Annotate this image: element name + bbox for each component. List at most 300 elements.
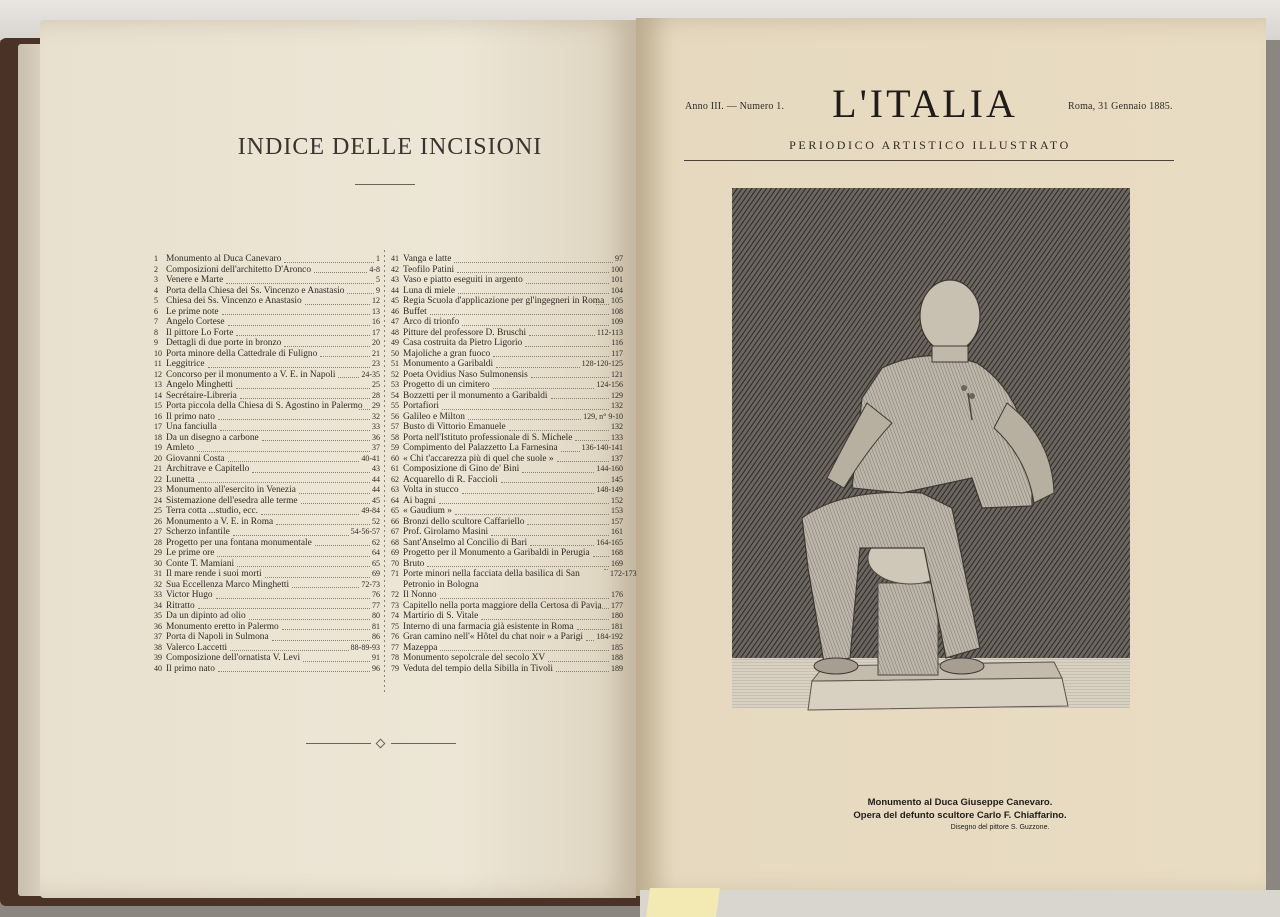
index-entry (391, 622, 623, 633)
entry-number: 4 (154, 285, 158, 295)
entry-number: 66 (391, 516, 399, 526)
entry-pages: 29 (372, 401, 380, 410)
entry-title: Dettagli di due porte in bronzo (166, 338, 282, 348)
entry-title: Porte minori nella facciata della basilica di San Petronio in Bologna (403, 569, 580, 590)
entry-pages: 185 (611, 642, 623, 652)
entry-pages: 101 (611, 275, 623, 284)
entry-title: Arco di trionfo (403, 317, 460, 327)
entry-number: 47 (391, 317, 399, 326)
entry-title: Chiesa dei Ss. Vincenzo e Anastasio (166, 296, 302, 306)
dot-leader (526, 283, 609, 284)
entry-title: Sant'Anselmo al Concilio di Bari (403, 537, 528, 548)
entry-pages: 180 (611, 611, 623, 620)
entry-pages: 157 (611, 516, 623, 526)
index-entry (154, 328, 380, 339)
entry-pages: 189 (611, 663, 623, 673)
index-entry (154, 559, 380, 570)
dot-leader (529, 335, 595, 336)
dot-leader (596, 608, 609, 609)
issue-date: Roma, 31 Gennaio 1885. (1068, 101, 1173, 112)
entry-pages: 132 (611, 401, 623, 410)
entry-pages: 44 (372, 485, 380, 494)
entry-title: « Gaudium » (403, 506, 452, 516)
entry-pages: 104 (611, 285, 623, 295)
entry-title: Ritratto (166, 600, 195, 611)
dot-leader (292, 587, 359, 588)
dot-leader (501, 482, 609, 483)
entry-pages: 77 (372, 600, 380, 610)
entry-number: 3 (154, 275, 158, 284)
entry-pages: 64 (372, 548, 380, 557)
dot-leader (252, 472, 370, 473)
dot-leader (228, 461, 360, 462)
entry-number: 40 (154, 663, 162, 673)
background-fabric-bottom (640, 890, 1280, 917)
index-entry (154, 275, 380, 286)
index-entry (391, 254, 623, 265)
entry-pages: 161 (611, 527, 623, 536)
entry-number: 24 (154, 495, 162, 505)
entry-number: 72 (391, 590, 399, 599)
entry-number: 56 (391, 411, 399, 421)
entry-pages: 164-165 (596, 537, 623, 547)
entry-number: 71 (391, 569, 399, 578)
entry-title: Composizione dell'ornatista V. Levi (166, 653, 301, 663)
entry-title: Da un disegno a carbone (166, 432, 259, 443)
index-entry (154, 338, 380, 349)
entry-pages: 16 (372, 317, 380, 326)
dot-leader (439, 503, 609, 504)
entry-number: 20 (154, 453, 162, 463)
entry-title: Compimento del Palazzetto La Farnesina (403, 443, 558, 453)
dot-leader (593, 556, 609, 557)
index-entry (154, 611, 380, 622)
entry-number: 44 (391, 285, 399, 295)
header-rule (684, 160, 1174, 161)
entry-number: 12 (154, 369, 162, 379)
entry-pages: 91 (372, 653, 380, 662)
dot-leader (262, 440, 370, 441)
entry-number: 14 (154, 390, 162, 400)
entry-pages: 37 (372, 443, 380, 452)
entry-title: Scherzo infantile (166, 527, 230, 537)
entry-pages: 117 (611, 348, 623, 358)
entry-number: 28 (154, 537, 162, 547)
entry-pages: 105 (611, 296, 623, 305)
entry-title: Mazeppa (403, 642, 438, 653)
entry-number: 49 (391, 338, 399, 347)
entry-pages: 132 (611, 422, 623, 431)
entry-number: 22 (154, 474, 162, 484)
entry-title: Progetto per il Monumento a Garibaldi in Perugia (403, 548, 590, 558)
entry-number: 1 (154, 254, 158, 263)
entry-pages: 145 (611, 474, 623, 484)
entry-title: Sistemazione dell'esedra alle terme (166, 495, 298, 506)
dot-leader (284, 262, 374, 263)
index-entry (154, 254, 380, 265)
entry-title: Secrétaire-Libreria (166, 390, 237, 401)
dot-leader (548, 661, 609, 662)
entry-pages: 136-140-141 (581, 443, 623, 452)
entry-title: Buffet (403, 306, 427, 317)
entry-title: Porta minore della Cattedrale di Fuligno (166, 348, 318, 359)
dot-leader (208, 367, 370, 368)
dot-leader (525, 346, 609, 347)
dot-leader (315, 545, 370, 546)
entry-title: Galileo e Milton (403, 411, 465, 422)
entry-pages: 5 (376, 275, 380, 284)
entry-pages: 36 (372, 432, 380, 442)
entry-number: 52 (391, 369, 399, 379)
entry-pages: 69 (372, 569, 380, 578)
index-entry (391, 349, 623, 360)
dot-leader (284, 346, 370, 347)
index-entry (391, 538, 623, 549)
entry-title: Majoliche a gran fuoco (403, 348, 491, 359)
index-entry (391, 454, 623, 465)
index-entry (391, 422, 623, 433)
dot-leader (442, 409, 609, 410)
entry-pages: 116 (611, 338, 623, 347)
entry-pages: 177 (611, 600, 623, 610)
entry-number: 26 (154, 516, 162, 526)
entry-title: Monumento all'esercito in Venezia (166, 485, 296, 495)
dot-leader (604, 569, 608, 570)
index-entry (391, 412, 623, 423)
entry-title: Il primo nato (166, 663, 215, 674)
entry-pages: 43 (372, 464, 380, 473)
dot-leader (236, 335, 370, 336)
entry-number: 74 (391, 611, 399, 620)
entry-pages: 188 (611, 653, 623, 662)
entry-title: Il pittore Lo Forte (166, 327, 234, 338)
entry-pages: 12 (372, 296, 380, 305)
dot-leader (468, 419, 581, 420)
entry-number: 38 (154, 642, 162, 652)
dot-leader (430, 314, 609, 315)
entry-number: 27 (154, 527, 162, 536)
index-entry (154, 391, 380, 402)
entry-title: Busto di Vittorio Emanuele (403, 422, 506, 432)
dot-leader (557, 461, 609, 462)
entry-pages: 24-35 (361, 369, 380, 379)
index-entry (154, 538, 380, 549)
index-entry (391, 391, 623, 402)
index-entry (391, 590, 623, 601)
entry-title: Sua Eccellenza Marco Minghetti (166, 579, 290, 590)
end-ornament (306, 740, 456, 748)
index-entry (154, 433, 380, 444)
dot-leader (218, 419, 370, 420)
entry-pages: 128-120-125 (581, 359, 623, 368)
entry-title: Valerco Laccetti (166, 642, 228, 653)
entry-title: Amleto (166, 443, 195, 453)
index-entry (391, 338, 623, 349)
dot-leader (228, 325, 370, 326)
entry-number: 75 (391, 621, 399, 631)
index-entry (391, 601, 623, 612)
entry-number: 50 (391, 348, 399, 358)
statue-engraving (732, 188, 1130, 708)
index-entry (154, 412, 380, 423)
entry-pages: 80 (372, 611, 380, 620)
entry-number: 77 (391, 642, 399, 652)
entry-pages: 181 (611, 621, 623, 631)
entry-number: 34 (154, 600, 162, 610)
dot-leader (522, 472, 594, 473)
index-entry (391, 485, 623, 496)
entry-pages: 86 (372, 632, 380, 641)
entry-pages: 88-89-93 (350, 642, 380, 652)
entry-pages: 169 (611, 558, 623, 568)
entry-number: 16 (154, 411, 162, 421)
entry-pages: 33 (372, 422, 380, 431)
caption-title: Monumento al Duca Giuseppe Canevaro. (867, 797, 1053, 808)
entry-pages: 20 (372, 338, 380, 347)
entry-pages: 124-156 (596, 380, 623, 389)
index-entry (391, 328, 623, 339)
entry-pages: 21 (372, 348, 380, 358)
index-entry (154, 517, 380, 528)
entry-number: 68 (391, 537, 399, 547)
entry-number: 45 (391, 296, 399, 305)
dot-leader (462, 493, 595, 494)
index-entry (154, 349, 380, 360)
entry-pages: 17 (372, 327, 380, 337)
index-entry (154, 286, 380, 297)
entry-title: Il Nonno (403, 590, 437, 600)
entry-title: Gran camino nell'« Hôtel du chat noir » a Parigi (403, 632, 584, 642)
index-entry (154, 664, 380, 675)
entry-number: 61 (391, 464, 399, 473)
entry-title: Poeta Ovidius Naso Sulmonensis (403, 369, 528, 380)
dot-leader (359, 409, 370, 410)
entry-title: « Chi t'accarezza più di quel che suole » (403, 453, 554, 464)
entry-pages: 65 (372, 558, 380, 568)
entry-number: 63 (391, 485, 399, 494)
entry-title: Il primo nato (166, 411, 215, 422)
dot-leader (216, 598, 370, 599)
entry-number: 11 (154, 359, 162, 368)
entry-number: 62 (391, 474, 399, 484)
dot-leader (276, 524, 370, 525)
entry-number: 5 (154, 296, 158, 305)
entry-title: Giovanni Costa (166, 453, 225, 464)
index-entry (391, 475, 623, 486)
entry-number: 17 (154, 422, 162, 431)
dot-leader (561, 451, 580, 452)
entry-pages: 25 (372, 380, 380, 389)
entry-title: Regia Scuola d'applicazione per gl'ingegneri in Roma (403, 296, 605, 306)
dot-leader (454, 262, 613, 263)
index-entry (391, 433, 623, 444)
entry-title: Monumento eretto in Palermo (166, 621, 279, 632)
entry-number: 7 (154, 317, 158, 326)
entry-title: Luna di miele (403, 285, 456, 296)
index-entry (154, 454, 380, 465)
entry-pages: 133 (611, 432, 623, 442)
entry-title: Veduta del tempio della Sibilla in Tivoli (403, 663, 553, 674)
dot-leader (551, 398, 610, 399)
entry-pages: 168 (611, 548, 623, 557)
dot-leader (575, 440, 609, 441)
entry-title: Conte T. Mamiani (166, 558, 235, 569)
entry-number: 73 (391, 600, 399, 610)
entry-number: 13 (154, 380, 162, 389)
entry-number: 36 (154, 621, 162, 631)
entry-number: 58 (391, 432, 399, 442)
entry-title: Porta nell'Istituto professionale di S. Michele (403, 432, 573, 443)
entry-pages: 108 (611, 306, 623, 316)
entry-title: Bronzi dello scultore Caffariello (403, 516, 525, 527)
entry-pages: 62 (372, 537, 380, 547)
entry-pages: 81 (372, 621, 380, 631)
entry-title: Progetto di un cimitero (403, 380, 490, 390)
caption-subtitle: Opera del defunto scultore Carlo F. Chiaffarino. (853, 810, 1067, 821)
index-entry (391, 286, 623, 297)
entry-pages: 72-73 (361, 579, 380, 589)
dot-leader (457, 272, 609, 273)
dot-leader (240, 398, 370, 399)
paper-tag (646, 888, 720, 917)
index-entry (391, 464, 623, 475)
entry-number: 35 (154, 611, 162, 620)
dot-leader (218, 671, 370, 672)
entry-number: 29 (154, 548, 162, 557)
entry-title: Il mare rende i suoi morti (166, 569, 262, 579)
index-entry (391, 443, 623, 454)
entry-number: 6 (154, 306, 158, 316)
entry-pages: 97 (615, 254, 623, 263)
dot-leader (198, 608, 370, 609)
entry-number: 46 (391, 306, 399, 316)
entry-pages: 137 (611, 453, 623, 463)
dot-leader (427, 566, 609, 567)
index-entry (154, 307, 380, 318)
entry-pages: 153 (611, 506, 623, 515)
entry-title: Le prime ore (166, 548, 215, 558)
entry-number: 2 (154, 264, 158, 274)
index-entry (154, 422, 380, 433)
index-entry (391, 265, 623, 276)
index-entry (391, 275, 623, 286)
entry-title: Le prime note (166, 306, 219, 317)
entry-pages: 176 (611, 590, 623, 599)
entry-number: 31 (154, 569, 162, 578)
entry-pages: 1 (376, 254, 380, 263)
index-entry (391, 307, 623, 318)
entry-number: 15 (154, 401, 162, 410)
entry-number: 59 (391, 443, 399, 452)
index-entry (154, 464, 380, 475)
dot-leader (496, 367, 580, 368)
entry-title: Pitture del professore D. Bruschi (403, 327, 527, 338)
dot-leader (226, 283, 374, 284)
entry-title: Da un dipinto ad olio (166, 611, 246, 621)
entry-pages: 152 (611, 495, 623, 505)
entry-title: Composizione di Gino de' Bini (403, 464, 520, 474)
index-entry (391, 401, 623, 412)
entry-number: 9 (154, 338, 158, 347)
index-entry (154, 527, 380, 538)
entry-pages: 44 (372, 474, 380, 484)
index-entry (154, 590, 380, 601)
title-rule (355, 184, 415, 185)
entry-pages: 9 (376, 285, 380, 295)
index-entry (391, 664, 623, 675)
dot-leader (320, 356, 370, 357)
dot-leader (237, 566, 370, 567)
dot-leader (455, 514, 609, 515)
entry-title: Angelo Cortese (166, 317, 225, 327)
entry-pages: 144-160 (596, 464, 623, 473)
entry-title: Bozzetti per il monumento a Garibaldi (403, 390, 548, 401)
entry-pages: 4-8 (369, 264, 380, 274)
dot-leader (347, 293, 374, 294)
entry-title: Acquarello di R. Faccioli (403, 474, 498, 485)
index-entry (391, 496, 623, 507)
index-entry (154, 380, 380, 391)
dot-leader (305, 304, 370, 305)
index-entry (154, 265, 380, 276)
entry-number: 23 (154, 485, 162, 494)
entry-number: 41 (391, 254, 399, 263)
index-entry (154, 359, 380, 370)
dot-leader (458, 293, 609, 294)
dot-leader (481, 619, 609, 620)
dot-leader (217, 556, 370, 557)
index-entry (391, 559, 623, 570)
entry-pages: 28 (372, 390, 380, 400)
entry-title: Porta della Chiesa dei Ss. Vincenzo e Anastasio (166, 285, 345, 296)
issue-number: Anno III. — Numero 1. (685, 101, 785, 112)
index-entry (154, 632, 380, 643)
dot-leader (531, 377, 609, 378)
entry-number: 64 (391, 495, 399, 505)
index-entry (154, 370, 380, 381)
dot-leader (440, 598, 609, 599)
entry-title: Terra cotta ...studio, ecc. (166, 506, 259, 516)
masthead: L'ITALIA (832, 81, 1018, 126)
entry-title: Interno di una farmacia già esistente in Roma (403, 621, 574, 632)
entry-number: 78 (391, 653, 399, 662)
index-entry (154, 401, 380, 412)
index-entry (154, 475, 380, 486)
index-entry (391, 317, 623, 328)
entry-title: Volta in stucco (403, 485, 459, 495)
dot-leader (249, 619, 370, 620)
index-entry (154, 496, 380, 507)
entry-number: 55 (391, 401, 399, 410)
entry-pages: 121 (611, 369, 623, 379)
entry-number: 43 (391, 275, 399, 284)
entry-title: Angelo Minghetti (166, 380, 233, 390)
entry-pages: 184-192 (596, 632, 623, 641)
entry-title: Architrave e Capitello (166, 464, 250, 474)
entry-title: Porta piccola della Chiesa di S. Agostino in Palermo (166, 401, 363, 411)
entry-pages: 96 (372, 663, 380, 673)
entry-pages: 109 (611, 317, 623, 326)
entry-title: Monumento sepolcrale del secolo XV (403, 653, 546, 663)
index-entry (391, 370, 623, 381)
index-entry (391, 517, 623, 528)
index-column-2 (391, 254, 637, 674)
entry-title: Monumento al Duca Canevaro (166, 254, 282, 264)
index-entry (154, 548, 380, 559)
index-entry (391, 632, 623, 643)
dot-leader (314, 272, 367, 273)
entry-title: Venere e Marte (166, 275, 224, 285)
